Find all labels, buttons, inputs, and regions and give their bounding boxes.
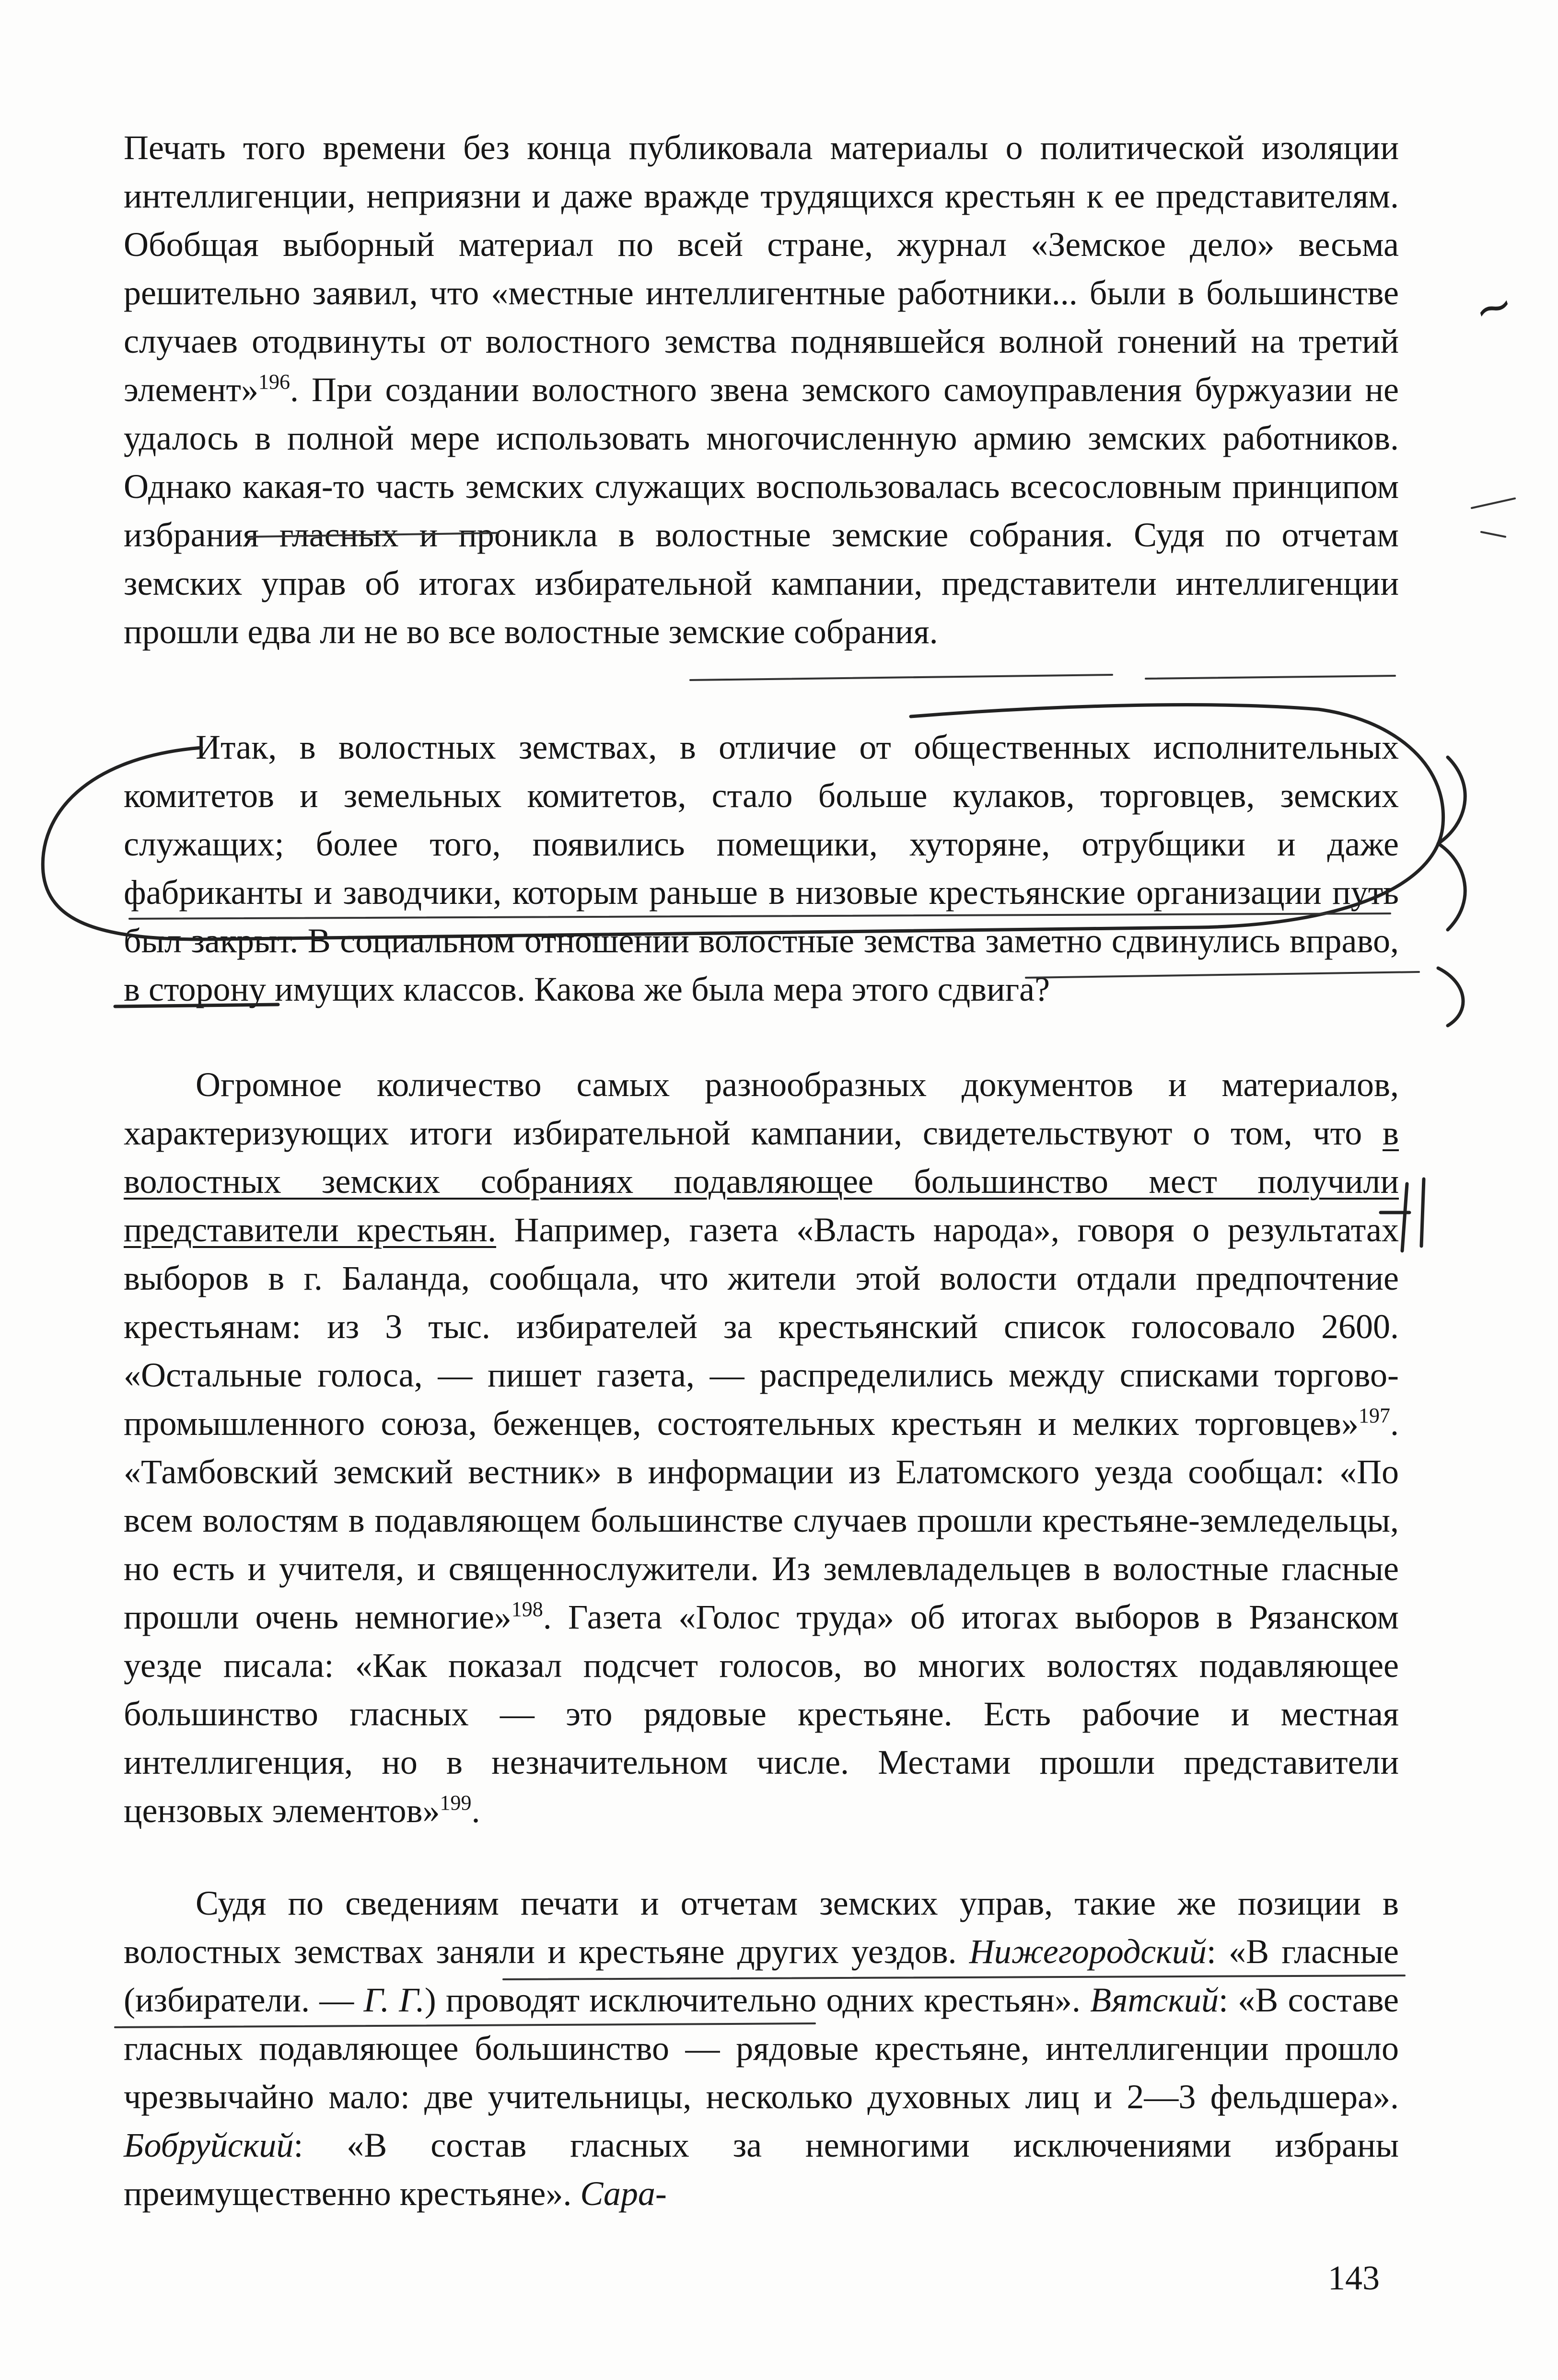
paragraph-4-part-2: : «В гласные (избиратели. — bbox=[124, 1932, 1399, 2019]
paragraph-3-part-2: Например, газета «Власть народа», говоря о результатах выборов в г. Баланда, сообщала, что жители этой волости отдали предпочтение крестьянам: из 3 тыс. избирателей за крестьянский список голосовало 2600. «Остальные голоса, — пишет газета, — распределились между списками торгово-промышленного союза, беженцев, состоятельных крестьян и мелких торговцев» bbox=[124, 1211, 1399, 1443]
county-vyatsky: Вятский bbox=[1090, 1981, 1219, 2019]
footnote-ref-196: 196 bbox=[258, 370, 291, 393]
paragraph-1-text bbox=[124, 124, 1399, 656]
footnote-ref-197: 197 bbox=[1359, 1404, 1390, 1427]
paragraph-1-part-2: . При создании волостного звена земского самоуправления буржуазии не удалось в полной мере использовать многочисленную армию земских работников. Однако какая-то часть земских служащих воспользовалась всесословным принципом избрания гласных и проникла в волостные земские собрания. Судя по отчетам земских управ об итогах избирательной кампании, представители интеллигенции прошли едва ли не во все волостные земские собрания. bbox=[124, 370, 1399, 651]
county-nizhegorodsky: Нижегородский bbox=[969, 1932, 1207, 1971]
underline-representatives bbox=[690, 675, 1395, 680]
author-initials: Г. Г. bbox=[363, 1981, 425, 2019]
stroke-mark-margin bbox=[1472, 498, 1515, 537]
paragraph-press-intelligentsia bbox=[124, 124, 1399, 656]
paragraph-3-part-3: . «Тамбовский земский вестник» в информации из Елатомского уезда сообщал: «По всем волостям в подавляющем большинстве случаев прошли крестьяне-земледельцы, но есть и учителя, и священнослужители. Из землевладельцев в волостные гласные прошли очень немногие» bbox=[124, 1404, 1399, 1636]
county-bobruisky: Бобруйский bbox=[124, 2126, 294, 2164]
paragraph-3-part-4: . Газета «Голос труда» об итогах выборов в Рязанском уезде писала: «Как показал подсчет голосов, во многих волостях подавляющее большинство гласных — это рядовые крестьяне. Есть рабочие и местная интеллигенция, но в незначительном числе. Местами прошли представители цензовых элементов» bbox=[124, 1598, 1399, 1830]
paragraph-3-part-1: Огромное количество самых разнообразных документов и материалов, характеризующих итоги избирательной кампании, свидетельствуют о том, что bbox=[124, 1065, 1399, 1152]
underlined-peasant-majority: в волостных земских собраниях подавляющее большинство мест получили представители крестьян. bbox=[124, 1114, 1399, 1249]
curl-annotation bbox=[1438, 757, 1465, 1026]
paragraph-2-text: Итак, в волостных земствах, в отличие от общественных исполнительных комитетов и земельных комитетов, стало больше кулаков, торговцев, земских служащих; более того, появились помещики, хуторяне, отрубщики и даже фабриканты и заводчики, которым раньше в низовые крестьянские организации путь был закрыт. В социальном отношении волостные земства заметно сдвинулись вправо, в сторону имущих классов. Какова же была мера этого сдвига? bbox=[124, 728, 1399, 1008]
paragraph-4-part-5: : «В состав гласных за немногими исключениями избраны преимущественно крестьяне». bbox=[124, 2126, 1399, 2213]
paragraph-3-part-5: . bbox=[471, 1791, 480, 1830]
margin-scribble-top: ~ bbox=[1467, 276, 1521, 339]
footnote-ref-198: 198 bbox=[511, 1597, 543, 1621]
footnote-ref-199: 199 bbox=[440, 1791, 472, 1814]
paragraph-other-counties bbox=[124, 1879, 1399, 2218]
paragraph-1-part-1: Печать того времени без конца публиковала материалы о политической изоляции интеллигенции, неприязни и даже вражде трудящихся крестьян к ее представителям. Обобщая выборный материал по всей стране, журнал «Земское дело» весьма решительно заявил, что «местные интеллигентные работники... были в большинстве случаев отодвинуты от волостного земства поднявшейся волной гонений на третий элемент» bbox=[124, 128, 1399, 409]
paragraph-election-documents bbox=[124, 1061, 1399, 1835]
paragraph-4-part-4: : «В составе гласных подавляющее большинство — рядовые крестьяне, интеллигенции прошло чрезвычайно мало: две учительницы, несколько духовных лиц и 2—3 фельдшера». bbox=[124, 1981, 1399, 2116]
paragraph-volost-zemstvo-summary bbox=[124, 723, 1399, 1014]
paragraph-4-text bbox=[124, 1879, 1399, 2218]
paragraph-4-part-3: ) проводят исключительно одних крестьян». bbox=[424, 1981, 1091, 2019]
page-number: 143 bbox=[1328, 2259, 1380, 2297]
county-sara-continued: Сара- bbox=[580, 2174, 667, 2213]
paragraph-3-text bbox=[124, 1061, 1399, 1835]
paragraph-4-part-1: Судя по сведениям печати и отчетам земских управ, такие же позиции в волостных земствах заняли и крестьяне других уездов. bbox=[124, 1884, 1399, 1971]
